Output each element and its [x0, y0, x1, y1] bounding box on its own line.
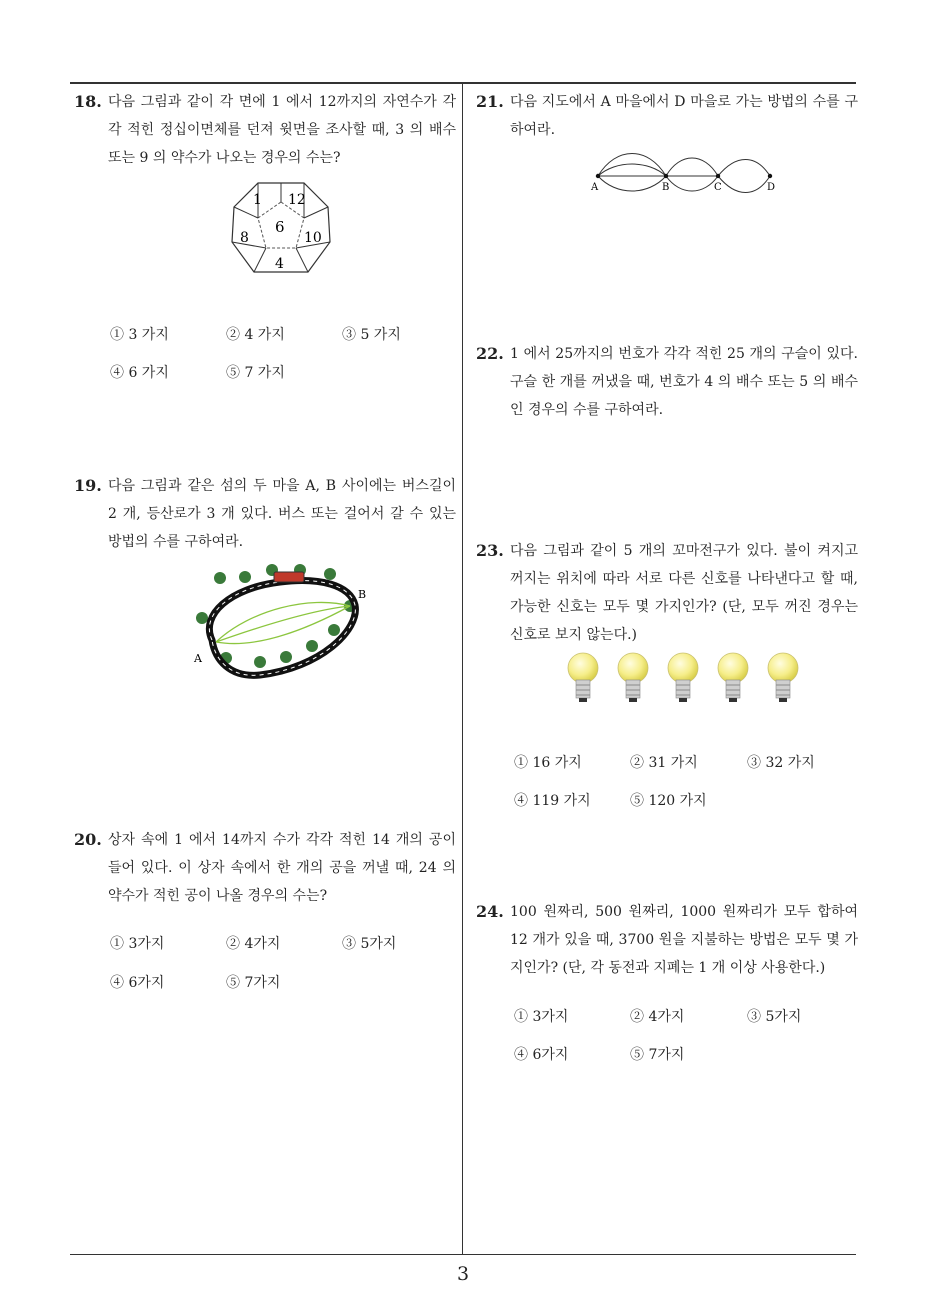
question-23 — [476, 537, 858, 649]
option-5[interactable]: ⑤ 7가지 — [226, 975, 281, 991]
option-3[interactable]: ③ 5가지 — [747, 1009, 802, 1025]
face-label: 8 — [240, 230, 249, 246]
village-a-label: A — [194, 652, 202, 665]
bulb-2 — [618, 653, 648, 702]
question-20 — [74, 826, 456, 910]
question-number: 18. — [74, 92, 102, 111]
option-4[interactable]: ④ 6가지 — [514, 1047, 569, 1063]
face-label: 1 — [253, 192, 262, 208]
question-22 — [476, 340, 858, 424]
bulbs-figure — [560, 652, 806, 706]
option-1[interactable]: ① 3가지 — [514, 1009, 569, 1025]
option-3[interactable]: ③ 32 가지 — [747, 755, 815, 771]
page-number: 3 — [456, 1263, 470, 1285]
option-2[interactable]: ② 4가지 — [226, 936, 281, 952]
node-d-label: D — [767, 182, 776, 193]
option-2[interactable]: ② 4 가지 — [226, 327, 285, 343]
bulb-5 — [768, 653, 798, 702]
face-label: 10 — [304, 230, 322, 246]
face-label: 6 — [275, 218, 285, 236]
question-number: 20. — [74, 830, 102, 849]
option-1[interactable]: ① 3가지 — [110, 936, 165, 952]
village-b-label: B — [358, 588, 367, 601]
question-19 — [74, 472, 456, 556]
question-24 — [476, 898, 858, 982]
bulb-4 — [718, 653, 748, 702]
island-map-figure — [190, 560, 375, 690]
question-number: 19. — [74, 476, 102, 495]
question-number: 21. — [476, 92, 504, 111]
option-4[interactable]: ④ 6 가지 — [110, 365, 169, 381]
option-5[interactable]: ⑤ 7가지 — [630, 1047, 685, 1063]
dodecahedron-figure — [226, 180, 336, 280]
option-5[interactable]: ⑤ 120 가지 — [630, 793, 707, 809]
top-rule — [70, 82, 856, 84]
node-c-label: C — [714, 182, 722, 193]
bottom-rule — [70, 1254, 856, 1255]
option-4[interactable]: ④ 119 가지 — [514, 793, 591, 809]
option-3[interactable]: ③ 5가지 — [342, 936, 397, 952]
face-label: 12 — [288, 192, 306, 208]
question-text: 다음 그림과 같은 섬의 두 마을 A, B 사이에는 버스길이 2 개, 등산로가 3 개 있다. 버스 또는 걸어서 갈 수 있는 방법의 수를 구하여라. — [108, 478, 456, 550]
option-2[interactable]: ② 4가지 — [630, 1009, 685, 1025]
option-3[interactable]: ③ 5 가지 — [342, 327, 401, 343]
question-number: 23. — [476, 541, 504, 560]
route-map-figure — [586, 146, 782, 198]
question-text: 100 원짜리, 500 원짜리, 1000 원짜리가 모두 합하여 12 개가 있을 때, 3700 원을 지불하는 방법은 모두 몇 가지인가? (단, 각 동전과 지폐는 1 개 이상 사용한다.) — [510, 904, 858, 976]
question-text: 다음 지도에서 A 마을에서 D 마을로 가는 방법의 수를 구하여라. — [510, 94, 858, 138]
bulb-1 — [568, 653, 598, 702]
question-text: 1 에서 25까지의 번호가 각각 적힌 25 개의 구슬이 있다. 구슬 한 개를 꺼냈을 때, 번호가 4 의 배수 또는 5 의 배수인 경우의 수를 구하여라. — [510, 346, 858, 418]
question-21 — [476, 88, 858, 144]
node-b-label: B — [662, 182, 670, 193]
bulb-3 — [668, 653, 698, 702]
question-text: 다음 그림과 같이 각 면에 1 에서 12까지의 자연수가 각각 적힌 정십이면체를 던져 윗면을 조사할 때, 3 의 배수 또는 9 의 약수가 나오는 경우의 수는? — [108, 94, 456, 166]
question-18 — [74, 88, 456, 172]
question-number: 24. — [476, 902, 504, 921]
option-1[interactable]: ① 3 가지 — [110, 327, 169, 343]
option-5[interactable]: ⑤ 7 가지 — [226, 365, 285, 381]
node-a-label: A — [591, 182, 599, 193]
question-text: 다음 그림과 같이 5 개의 꼬마전구가 있다. 불이 켜지고 꺼지는 위치에 따라 서로 다른 신호를 나타낸다고 할 때, 가능한 신호는 모두 몇 가지인가? (단, 모두 꺼진 경우는 신호로 보지 않는다.) — [510, 543, 858, 643]
option-2[interactable]: ② 31 가지 — [630, 755, 698, 771]
question-text: 상자 속에 1 에서 14까지 수가 각각 적힌 14 개의 공이 들어 있다. 이 상자 속에서 한 개의 공을 꺼낼 때, 24 의 약수가 적힌 공이 나올 경우의 수는? — [108, 832, 456, 904]
option-1[interactable]: ① 16 가지 — [514, 755, 582, 771]
option-4[interactable]: ④ 6가지 — [110, 975, 165, 991]
column-divider — [462, 83, 463, 1255]
face-label: 4 — [275, 256, 284, 272]
question-number: 22. — [476, 344, 504, 363]
